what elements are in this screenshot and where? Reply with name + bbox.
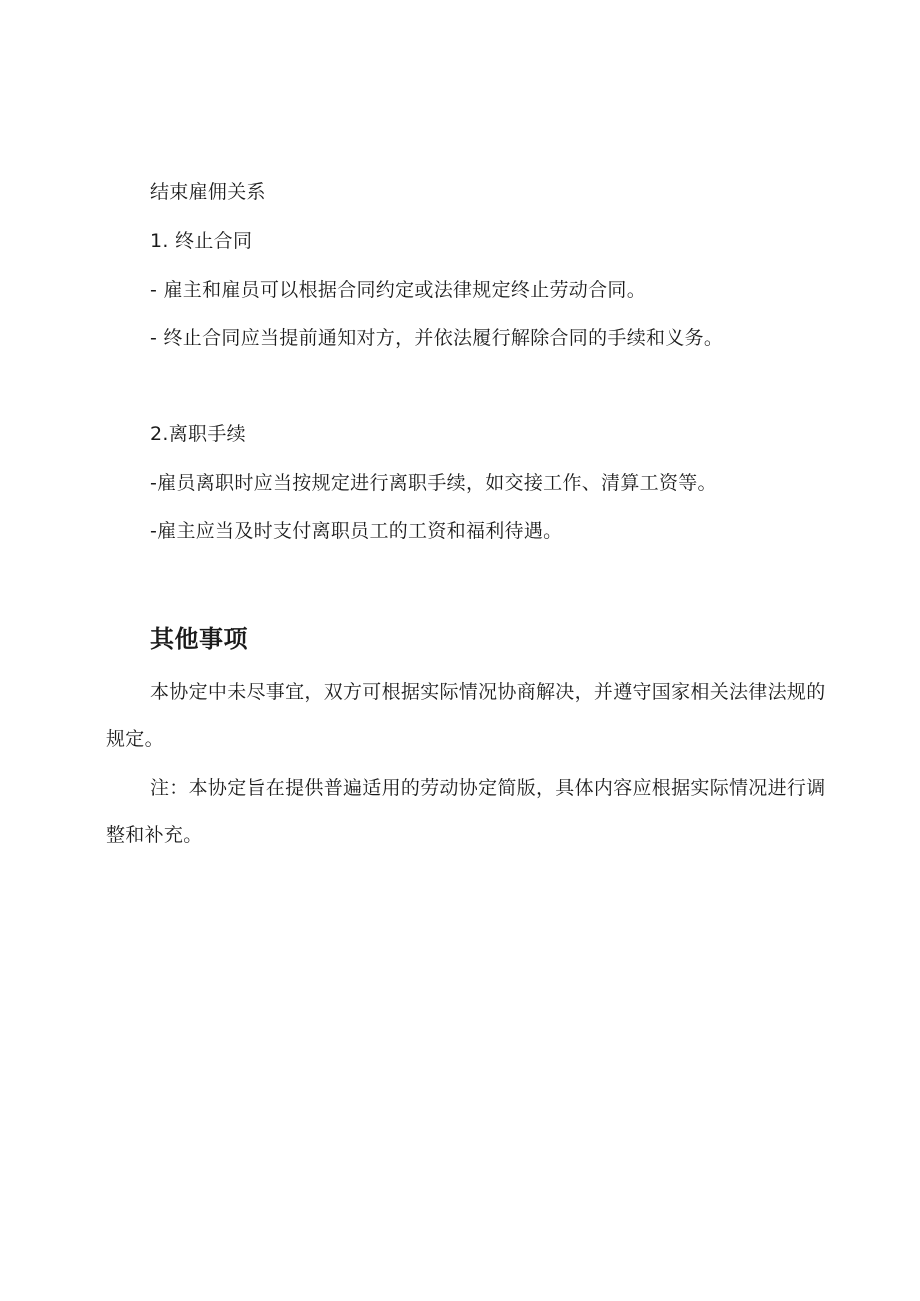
paragraph-note: 注：本协定旨在提供普遍适用的劳动协定简版，具体内容应根据实际情况进行调整和补充。	[106, 777, 826, 846]
bullet-resignation-1: -雇员离职时应当按规定进行离职手续，如交接工作、清算工资等。	[150, 472, 717, 494]
bullet-terminate-contract-2: - 终止合同应当提前通知对方，并依法履行解除合同的手续和义务。	[150, 327, 724, 349]
item-heading-terminate-contract: 1. 终止合同	[150, 230, 253, 252]
section-title-termination: 结束雇佣关系	[150, 181, 266, 203]
paragraph-other-1: 本协定中未尽事宜，双方可根据实际情况协商解决，并遵守国家相关法律法规的规定。	[106, 681, 826, 750]
bullet-resignation-2: -雇主应当及时支付离职员工的工资和福利待遇。	[150, 520, 563, 542]
item-heading-resignation: 2.离职手续	[150, 423, 246, 445]
section-heading-other: 其他事项	[150, 625, 248, 653]
bullet-terminate-contract-1: - 雇主和雇员可以根据合同约定或法律规定终止劳动合同。	[150, 279, 646, 301]
